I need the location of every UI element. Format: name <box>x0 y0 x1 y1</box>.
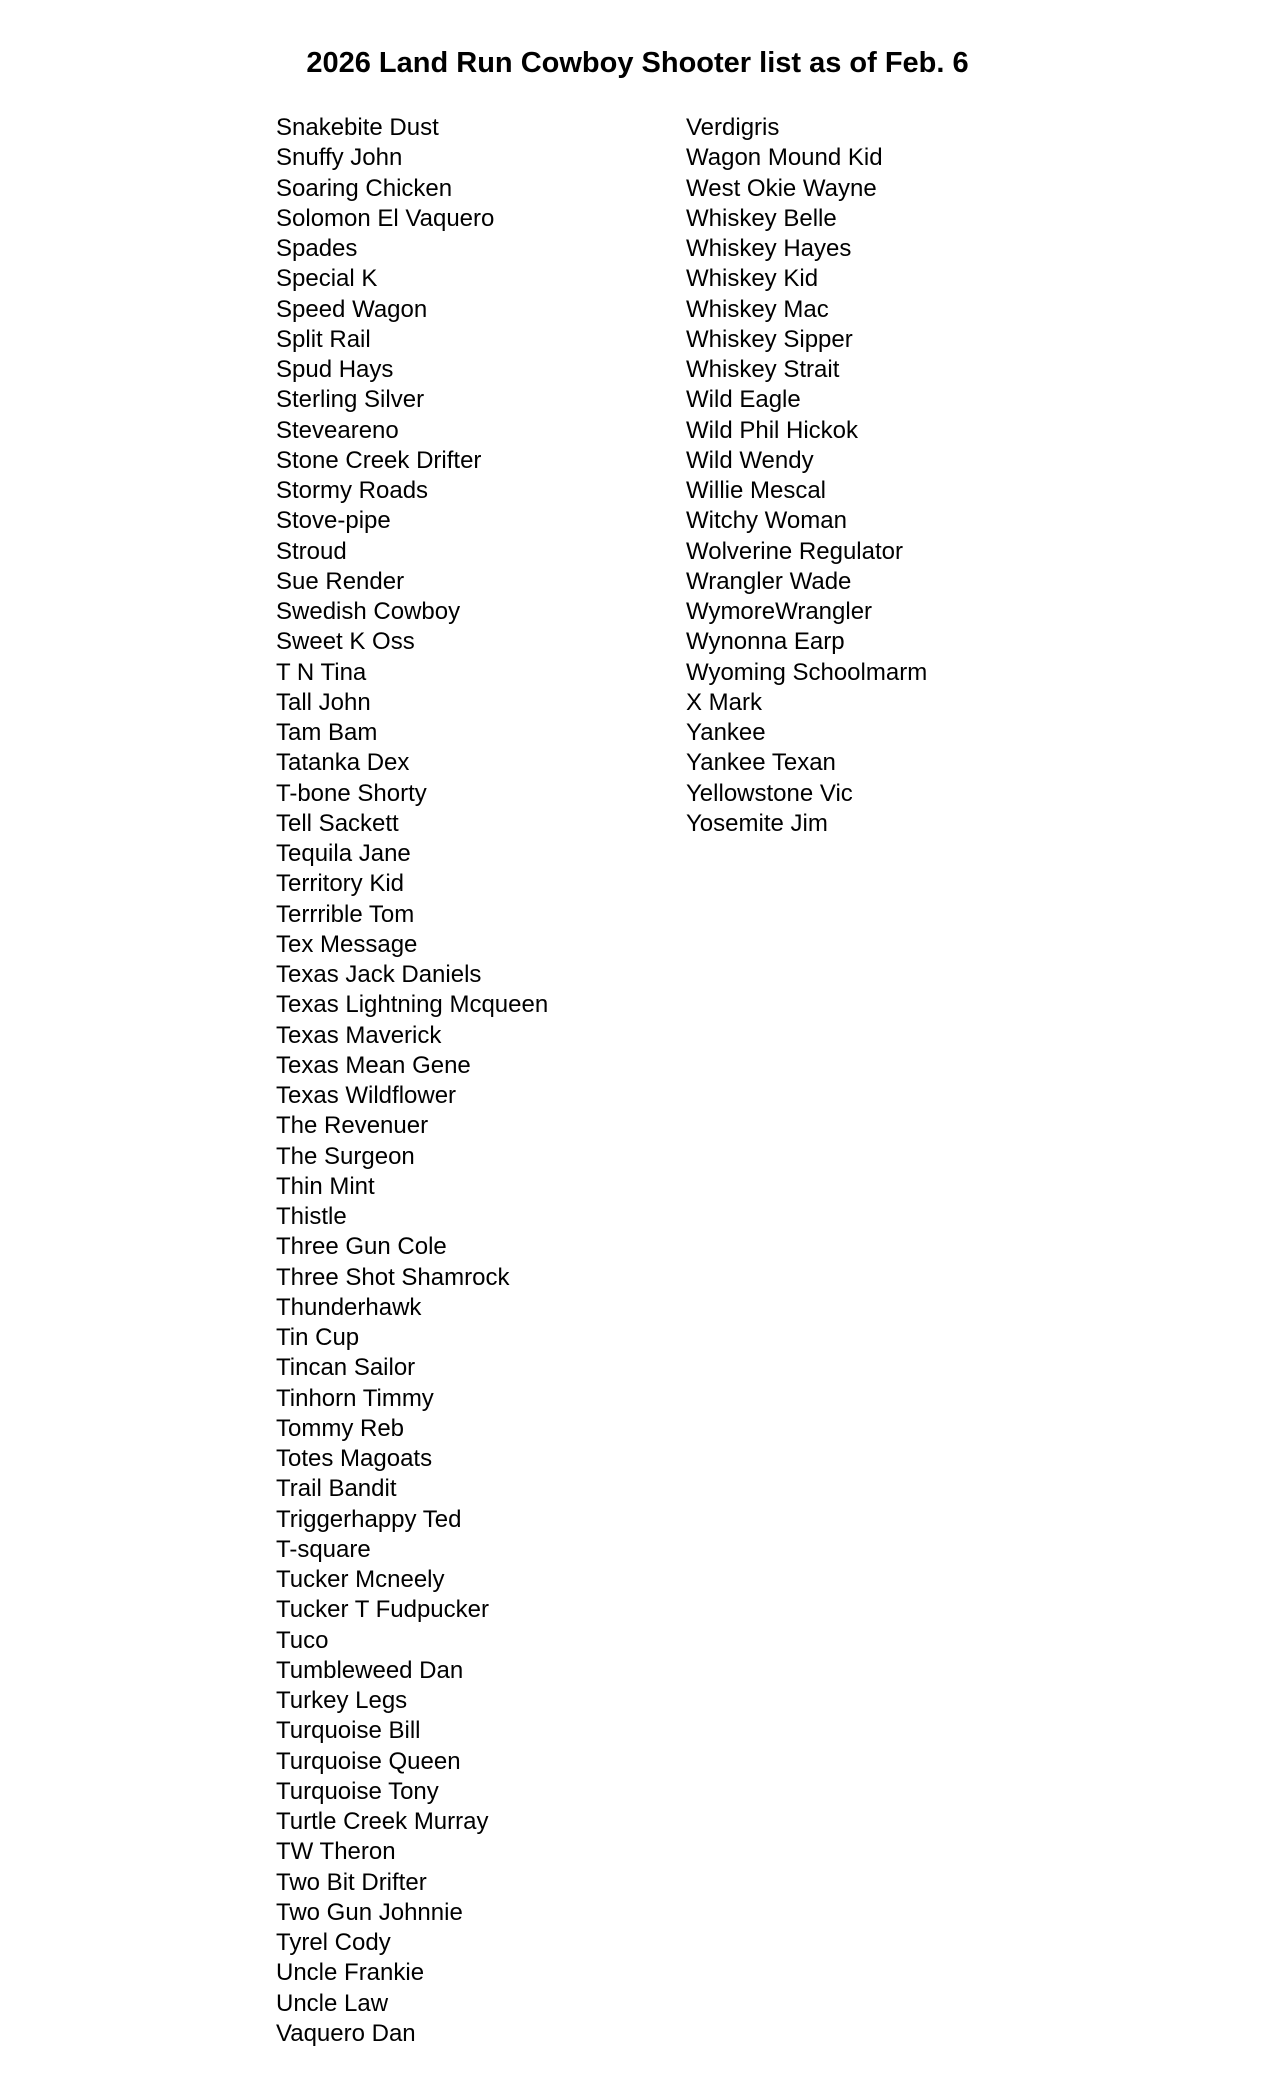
shooter-name: Texas Mean Gene <box>276 1051 471 1079</box>
shooter-name: Turquoise Tony <box>276 1777 439 1805</box>
shooter-name: Thistle <box>276 1203 347 1230</box>
shooter-list-column-right <box>686 113 1086 839</box>
shooter-name: Soaring Chicken <box>276 174 453 202</box>
shooter-name: Yosemite Jim <box>686 809 828 837</box>
shooter-name: Tumbleweed Dan <box>276 1656 464 1684</box>
shooter-name: Turquoise Queen <box>276 1747 461 1775</box>
document-title: 2026 Land Run Cowboy Shooter list as of Feb. 6 <box>306 47 969 79</box>
shooter-name: Triggerhappy Ted <box>276 1505 462 1533</box>
shooter-name: T N Tina <box>276 658 367 686</box>
shooter-name: Whiskey Hayes <box>686 235 852 262</box>
shooter-name: Tyrel Cody <box>276 1929 391 1956</box>
shooter-name: Stove-pipe <box>276 507 391 535</box>
shooter-name: Snuffy John <box>276 144 403 172</box>
shooter-name: Tell Sackett <box>276 809 399 837</box>
shooter-name: Verdigris <box>686 114 780 141</box>
shooter-name: Wild Phil Hickok <box>686 416 859 444</box>
shooter-name: Yankee <box>686 719 766 746</box>
shooter-name: The Surgeon <box>276 1142 415 1170</box>
shooter-name: Tin Cup <box>276 1324 360 1351</box>
shooter-name: Two Bit Drifter <box>276 1868 427 1896</box>
shooter-name: Stroud <box>276 537 347 565</box>
shooter-name: Terrrible Tom <box>276 900 415 928</box>
shooter-name: Texas Wildflower <box>276 1082 457 1109</box>
shooter-name: Turquoise Bill <box>276 1717 421 1745</box>
shooter-name: Stone Creek Drifter <box>276 446 482 474</box>
shooter-name: Thunderhawk <box>276 1293 422 1321</box>
shooter-name: Tam Bam <box>276 719 378 746</box>
shooter-name: Tex Message <box>276 930 418 958</box>
shooter-name: Special K <box>276 265 378 293</box>
shooter-name: Turkey Legs <box>276 1687 408 1714</box>
shooter-name: Territory Kid <box>276 870 405 898</box>
shooter-name: Speed Wagon <box>276 295 428 323</box>
shooter-name: Whiskey Kid <box>686 265 819 293</box>
shooter-name: Whiskey Strait <box>686 356 840 383</box>
shooter-name: Three Gun Cole <box>276 1233 447 1261</box>
shooter-name: T-bone Shorty <box>276 779 427 807</box>
shooter-name: Whiskey Mac <box>686 295 829 323</box>
shooter-name: Tincan Sailor <box>276 1354 416 1382</box>
shooter-name: Sterling Silver <box>276 386 425 414</box>
shooter-name: Tommy Reb <box>276 1414 405 1442</box>
shooter-name: Snakebite Dust <box>276 114 439 141</box>
shooter-name: Turtle Creek Murray <box>276 1808 489 1835</box>
shooter-name: Wagon Mound Kid <box>686 144 883 172</box>
shooter-name: Tatanka Dex <box>276 749 410 777</box>
shooter-name: Wyoming Schoolmarm <box>686 658 928 686</box>
shooter-name: Spud Hays <box>276 356 394 383</box>
shooter-name: Texas Jack Daniels <box>276 961 482 988</box>
shooter-name: Steveareno <box>276 416 399 444</box>
shooter-name: The Revenuer <box>276 1112 429 1140</box>
shooter-name: Thin Mint <box>276 1172 375 1200</box>
shooter-name: Wild Eagle <box>686 386 801 414</box>
shooter-name: Witchy Woman <box>686 507 847 535</box>
shooter-name: Tuco <box>276 1626 329 1654</box>
shooter-name: West Okie Wayne <box>686 174 877 202</box>
shooter-name: Wild Wendy <box>686 446 814 474</box>
shooter-name: Tucker T Fudpucker <box>276 1596 489 1624</box>
shooter-name: Solomon El Vaquero <box>276 204 495 232</box>
shooter-name: Sue Render <box>276 567 405 595</box>
shooter-name: Tinhorn Timmy <box>276 1384 434 1412</box>
shooter-name: Texas Lightning Mcqueen <box>276 991 549 1019</box>
shooter-name: Three Shot Shamrock <box>276 1263 510 1291</box>
shooter-name: Tucker Mcneely <box>276 1566 445 1593</box>
shooter-name: Wrangler Wade <box>686 567 852 595</box>
shooter-name: Whiskey Belle <box>686 204 837 232</box>
shooter-name: Texas Maverick <box>276 1021 442 1049</box>
shooter-name: Whiskey Sipper <box>686 325 853 353</box>
shooter-name: Totes Magoats <box>276 1445 433 1472</box>
shooter-name: Two Gun Johnnie <box>276 1898 463 1926</box>
shooter-name: TW Theron <box>276 1838 396 1866</box>
shooter-name: Swedish Cowboy <box>276 598 461 625</box>
shooter-name: Trail Bandit <box>276 1475 397 1503</box>
shooter-name: Spades <box>276 235 358 262</box>
shooter-list-column-left <box>276 113 676 2049</box>
shooter-name: X Mark <box>686 688 763 716</box>
shooter-name: Uncle Law <box>276 1989 389 2017</box>
shooter-name: Wolverine Regulator <box>686 537 903 565</box>
shooter-name: Split Rail <box>276 325 371 353</box>
shooter-name: T-square <box>276 1535 371 1563</box>
shooter-name: Sweet K Oss <box>276 628 415 656</box>
shooter-name: Yankee Texan <box>686 749 836 777</box>
shooter-name: Stormy Roads <box>276 477 429 504</box>
shooter-name: Yellowstone Vic <box>686 779 853 807</box>
shooter-name: Uncle Frankie <box>276 1959 425 1987</box>
shooter-name: Tall John <box>276 688 371 716</box>
shooter-name: Wynonna Earp <box>686 628 845 656</box>
shooter-name: Vaquero Dan <box>276 2019 416 2047</box>
shooter-name: Tequila Jane <box>276 840 411 867</box>
shooter-name: Willie Mescal <box>686 477 827 504</box>
shooter-name: WymoreWrangler <box>686 598 873 625</box>
